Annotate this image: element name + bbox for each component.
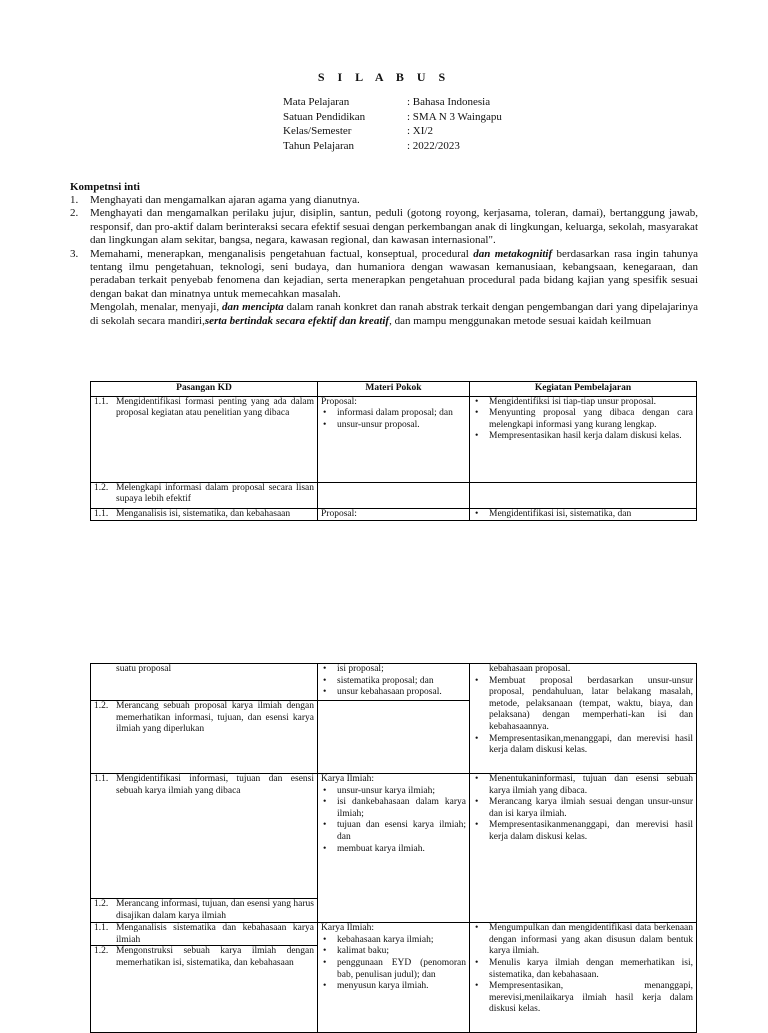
kegiatan-list — [473, 397, 693, 443]
table-header-row — [91, 382, 697, 397]
identity-value: : XI/2 — [407, 125, 433, 137]
ki-number: 1. — [70, 194, 79, 206]
kd-continuation: suatu proposal — [91, 664, 317, 701]
list-item: • unsur kebahasaan proposal. — [321, 687, 466, 699]
list-item: • kebahasaan karya ilmiah; — [321, 935, 466, 947]
kd-number: 1.1. — [94, 923, 109, 934]
kegiatan-list — [473, 774, 693, 844]
kd-cell — [91, 664, 318, 774]
syllabus-table-page1 — [90, 381, 697, 521]
kegiatan-list — [473, 923, 693, 1016]
list-item: • unsur-unsur proposal. — [321, 420, 466, 432]
identity-value: : SMA N 3 Waingapu — [407, 110, 502, 123]
kegiatan-cell — [470, 396, 697, 482]
materi-list — [321, 408, 466, 431]
kegiatan-list — [473, 509, 693, 521]
table-row — [91, 923, 697, 1033]
ki-emphasis: serta bertindak secara efektif dan kreatif — [204, 314, 390, 327]
materi-title: Proposal: — [321, 396, 357, 407]
kd-item — [94, 483, 314, 506]
ki-emphasis: dan metakognitif — [473, 247, 553, 260]
list-item: • Mengidentifiksi isi tiap-tiap unsur proposal. — [473, 397, 693, 409]
kegiatan-cell — [470, 664, 697, 774]
kegiatan-cell — [470, 923, 697, 1033]
list-item: • Mempresentasikan,menanggapi, dan merevisi hasil kerja dalam diskusi kelas. — [473, 734, 693, 757]
materi-title: Proposal: — [321, 508, 357, 519]
list-item: • tujuan dan esensi karya ilmiah; dan — [321, 820, 466, 843]
ki-text — [90, 248, 698, 302]
materi-list — [321, 935, 466, 993]
kompetensi-inti-list — [70, 194, 698, 328]
materi-cell — [318, 508, 470, 521]
ki-text: Menghayati dan mengamalkan ajaran agama yang dianutnya. — [90, 194, 360, 206]
kd-cell — [91, 508, 318, 521]
ki-paragraph — [70, 301, 698, 328]
ki-text-part: dalam ranah konkret dan ranah abstrak terkait dengan pengembangan dari yang dipelajarinya di sekolah secara mandiri, — [90, 301, 698, 327]
kd-item — [94, 946, 314, 969]
kegiatan-cell — [470, 774, 697, 923]
list-item: • Menulis karya ilmiah dengan memerhatikan isi, sistematika, dan kebahasaan. — [473, 958, 693, 981]
kd-text: Merancang sebuah proposal karya ilmiah dengan memerhatikan informasi, tujuan, dan esensi karya ilmiah yang diperlukan — [116, 701, 314, 735]
list-item: • sistematika proposal; dan — [321, 676, 466, 688]
kd-text: Mengidentifikasi informasi, tujuan dan esensi sebuah karya ilmiah yang dibaca — [116, 774, 314, 796]
header-kegiatan: Kegiatan Pembelajaran — [470, 382, 697, 397]
list-item: • isi dankebahasaan dalam karya ilmiah; — [321, 797, 466, 820]
ki-text: Menghayati dan mengamalkan perilaku jujur, disiplin, santun, peduli (gotong royong, kerjasama, toleran, damai), bertanggung jawab, responsif, dan pro-aktif dalam berinteraksi secara efektif sesuai dengan perkembangan anak di lingkungan, keluarga, sekolah, masyarakat dan lingkungan alam sekitar, bangsa, negara, kawasan regional, dan kawasan internasional". — [90, 207, 698, 247]
materi-title: Karya Ilmiah: — [321, 774, 375, 784]
identity-label: Mata Pelajaran — [283, 96, 350, 108]
table-row — [91, 664, 697, 774]
kegiatan-cell — [470, 508, 697, 521]
kd-cell — [91, 774, 318, 923]
ki-number: 2. — [70, 207, 79, 220]
list-item: • informasi dalam proposal; dan — [321, 408, 466, 420]
materi-cell — [318, 482, 470, 508]
identity-row — [283, 110, 502, 125]
materi-list — [321, 786, 466, 856]
list-item: • kalimat baku; — [321, 946, 466, 958]
list-item: • isi proposal; — [321, 664, 466, 676]
kd-number: 1.2. — [94, 482, 109, 493]
ki-item — [70, 207, 698, 247]
materi-cell — [318, 774, 470, 923]
kd-number: 1.2. — [94, 946, 109, 957]
list-item: • Mengumpulkan dan mengidentifikasi data berkenaan dengan informasi yang akan disusun dalam bentuk karya ilmiah. — [473, 923, 693, 958]
kd-item — [94, 509, 314, 521]
list-item: • Mempresentasikan hasil kerja dalam diskusi kelas. — [473, 431, 693, 443]
header-materi-pokok: Materi Pokok — [318, 382, 470, 397]
identity-label: Tahun Pelajaran — [283, 139, 355, 152]
kd-item — [94, 701, 314, 736]
kd-item — [94, 397, 314, 420]
ki-text-part: Memahami, menerapkan, menganalisis pengetahuan factual, konseptual, procedural — [90, 247, 474, 260]
kd-number: 1.1. — [94, 396, 109, 407]
kd-text: Mengonstruksi sebuah karya ilmiah dengan memerhatikan isi, sistematika, dan kebahasaan — [116, 946, 314, 968]
identity-row — [283, 124, 502, 139]
ki-text-part: Mengolah, menalar, menyaji, — [90, 301, 223, 314]
list-item: • Mengidentifikasi isi, sistematika, dan — [473, 509, 693, 521]
table-row — [91, 774, 697, 923]
list-item: • menyusun karya ilmiah. — [321, 981, 466, 993]
kegiatan-list — [473, 676, 693, 757]
materi-cell — [318, 923, 470, 1033]
list-item: • Mempresentasikan, menanggapi, merevisi,menilaikarya ilmiah hasil kerja dalam diskusi kelas. — [473, 981, 693, 1016]
identity-value: : 2022/2023 — [407, 139, 460, 152]
ki-text-part: , dan mampu menggunakan metode sesuai kaidah keilmuan — [389, 314, 652, 327]
kd-item — [94, 774, 314, 797]
list-item: • penggunaan EYD (penomoran bab, penulisan judul); dan — [321, 958, 466, 981]
kd-number: 1.1. — [94, 774, 109, 784]
materi-cell — [318, 396, 470, 482]
identity-label: Satuan Pendidikan — [283, 110, 366, 123]
list-item: • Merancang karya ilmiah sesuai dengan unsur-unsur dan isi karya ilmiah. — [473, 797, 693, 820]
ki-item — [70, 248, 698, 302]
identity-value: : Bahasa Indonesia — [407, 96, 491, 108]
kegiatan-cell — [470, 482, 697, 508]
kd-number: 1.2. — [94, 701, 109, 711]
identity-block — [283, 95, 502, 153]
kd-text: Merancang informasi, tujuan, dan esensi yang harus disajikan dalam karya ilmiah — [116, 899, 314, 921]
list-item: • Menyunting proposal yang dibaca dengan cara melengkapi informasi yang kurang lengkap. — [473, 408, 693, 431]
list-item: • Mempresentasikanmenanggapi, dan merevisi hasil kerja dalam diskusi kelas. — [473, 820, 693, 843]
kd-text: Menganalisis sistematika dan kebahasaan karya ilmiah — [116, 923, 314, 945]
header-pasangan-kd: Pasangan KD — [91, 382, 318, 397]
kd-text: Menganalisis isi, sistematika, dan kebahasaan — [116, 508, 291, 519]
kd-text: Melengkapi informasi dalam proposal secara lisan supaya lebih efektif — [116, 482, 314, 505]
table-row — [91, 508, 697, 521]
list-item: • unsur-unsur karya ilmiah; — [321, 786, 466, 798]
materi-list — [321, 664, 466, 699]
materi-cell — [318, 664, 470, 774]
kompetensi-inti-heading: Kompetnsi inti — [70, 181, 140, 193]
materi-title: Karya Ilmiah: — [321, 923, 375, 934]
ki-emphasis: dan mencipta — [222, 301, 284, 314]
kd-item — [94, 923, 314, 946]
ki-text-part: berdasarkan rasa ingin tahunya tentang ilmu pengetahuan, teknologi, seni budaya, dan humaniora dengan wawasan kemanusiaan, kebangsaan, kenegaraan, dan peradaban terkait penyebab fenomena dan kejadian, serta menerapkan pengetahuan procedural pada bidang kajian yang spesifik sesuai dengan bakat dan minatnya untuk memecahkan masalah. — [90, 247, 698, 300]
kd-number: 1.2. — [94, 899, 109, 909]
list-item: • membuat karya ilmiah. — [321, 844, 466, 856]
ki-number: 3. — [70, 247, 79, 260]
identity-row — [283, 139, 502, 154]
list-item: • Menentukaninformasi, tujuan dan esensi sebuah karya ilmiah yang dibaca. — [473, 774, 693, 797]
kd-cell — [91, 396, 318, 482]
kd-item — [94, 899, 314, 922]
table-row — [91, 482, 697, 508]
table-row — [91, 396, 697, 482]
identity-label: Kelas/Semester — [283, 125, 352, 137]
page-title: S I L A B U S — [317, 70, 451, 84]
identity-row — [283, 95, 502, 110]
kd-number: 1.1. — [94, 508, 109, 519]
kd-cell — [91, 482, 318, 508]
kd-cell — [91, 923, 318, 1033]
list-item: • Membuat proposal berdasarkan unsur-unsur proposal, pendahuluan, latar belakang masalah, metode, pelaksanaan (tempat, waktu, biaya, dan pelaksana) dengan memperhati-kan isi dan kebahasaannya. — [473, 676, 693, 734]
ki-item — [70, 194, 698, 207]
kd-text: Mengidentifikasi formasi penting yang ada dalam proposal kegiatan atau penelitian yang dibaca — [116, 396, 314, 419]
syllabus-table-page2 — [90, 663, 697, 1033]
kegiatan-continuation: kebahasaan proposal. — [489, 664, 571, 674]
